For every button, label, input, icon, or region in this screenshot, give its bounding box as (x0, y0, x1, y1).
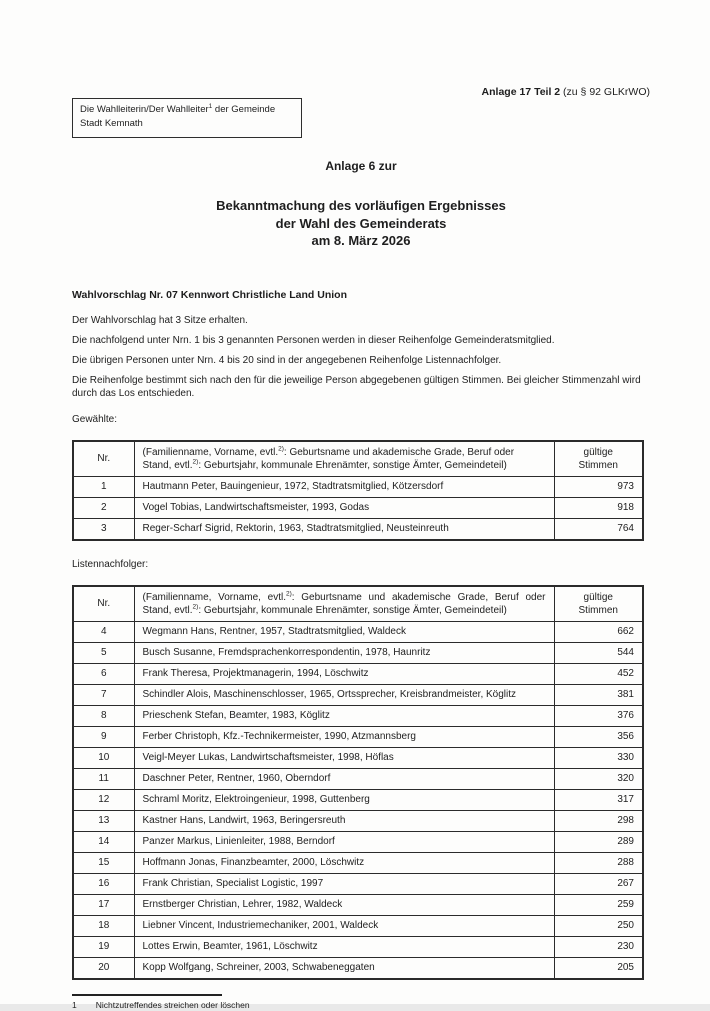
row-number: 15 (73, 852, 134, 873)
row-votes: 918 (554, 497, 643, 518)
intro-paragraphs (72, 314, 650, 400)
annex-title: Anlage 6 zur (325, 159, 397, 173)
column-header-person: (Familienname, Vorname, evtl.$^{2)}$: Geburtsname und akademische Grade, Beruf oder Stand, evtl.$^{2)}$: Geburtsjahr, kommunale Ehrenämter, sonstige Ämter, Gemeindeteil) (134, 441, 554, 477)
row-person: Reger-Scharf Sigrid, Rektorin, 1963, Stadtratsmitglied, Neusteinreuth (134, 518, 554, 540)
paragraph-successor-info: Die übrigen Personen unter Nrn. 4 bis 20 sind in der angegebenen Reihenfolge Listennachfolger. (72, 354, 502, 366)
footnote (72, 994, 650, 1011)
row-votes: 205 (554, 957, 643, 979)
row-number: 3 (73, 518, 134, 540)
table-row (73, 705, 643, 726)
paragraph-seats: Der Wahlvorschlag hat 3 Sitze erhalten. (72, 314, 248, 326)
row-votes: 298 (554, 810, 643, 831)
footnote-number: 1 (72, 999, 77, 1010)
successors-table (72, 585, 644, 980)
row-person: Liebner Vincent, Industriemechaniker, 2001, Waldeck (134, 915, 554, 936)
row-votes: 320 (554, 768, 643, 789)
row-votes: 452 (554, 663, 643, 684)
main-title-line-1: Bekanntmachung des vorläufigen Ergebnisses (216, 198, 506, 213)
row-person: Ernstberger Christian, Lehrer, 1982, Waldeck (134, 894, 554, 915)
row-person: Lottes Erwin, Beamter, 1961, Löschwitz (134, 936, 554, 957)
column-header-votes: gültige Stimmen (554, 586, 643, 622)
row-person: Schindler Alois, Maschinenschlosser, 1965, Ortssprecher, Kreisbrandmeister, Köglitz (134, 684, 554, 705)
row-votes: 330 (554, 747, 643, 768)
table-row (73, 894, 643, 915)
row-number: 8 (73, 705, 134, 726)
row-votes: 764 (554, 518, 643, 540)
row-number: 11 (73, 768, 134, 789)
footnote-rule (72, 994, 222, 996)
row-person: Kopp Wolfgang, Schreiner, 2003, Schwabeneggaten (134, 957, 554, 979)
table-row (73, 810, 643, 831)
column-header-nr: Nr. (73, 441, 134, 477)
elected-label: Gewählte: (72, 413, 118, 425)
table-row (73, 726, 643, 747)
table-row (73, 747, 643, 768)
table-row (73, 915, 643, 936)
main-title (72, 197, 650, 250)
row-person: Vogel Tobias, Landwirtschaftsmeister, 1993, Godas (134, 497, 554, 518)
row-number: 2 (73, 497, 134, 518)
form-reference-bold: Anlage 17 Teil 2 (481, 86, 561, 98)
row-number: 1 (73, 476, 134, 497)
table-row (73, 936, 643, 957)
row-votes: 973 (554, 476, 643, 497)
row-person: Kastner Hans, Landwirt, 1963, Beringersreuth (134, 810, 554, 831)
row-number: 6 (73, 663, 134, 684)
table-row (73, 642, 643, 663)
row-number: 16 (73, 873, 134, 894)
row-votes: 376 (554, 705, 643, 726)
row-votes: 544 (554, 642, 643, 663)
table-row (73, 684, 643, 705)
row-number: 5 (73, 642, 134, 663)
row-number: 9 (73, 726, 134, 747)
issuer-line-1: Die Wahlleiterin/Der Wahlleiter$^1$ der Gemeinde (80, 102, 276, 115)
footnote-text: Nichtzutreffendes streichen oder löschen (95, 999, 250, 1010)
table-row (73, 768, 643, 789)
table-row (73, 497, 643, 518)
row-votes: 662 (554, 621, 643, 642)
row-person: Frank Theresa, Projektmanagerin, 1994, Löschwitz (134, 663, 554, 684)
column-header-nr: Nr. (73, 586, 134, 622)
table-row (73, 476, 643, 497)
column-header-votes: gültige Stimmen (554, 441, 643, 477)
table-row (73, 518, 643, 540)
table-row (73, 621, 643, 642)
row-person: Hoffmann Jonas, Finanzbeamter, 2000, Löschwitz (134, 852, 554, 873)
row-votes: 288 (554, 852, 643, 873)
row-person: Wegmann Hans, Rentner, 1957, Stadtratsmitglied, Waldeck (134, 621, 554, 642)
issuer-box (72, 98, 302, 138)
row-person: Ferber Christoph, Kfz.-Technikermeister, 1990, Atzmannsberg (134, 726, 554, 747)
row-number: 19 (73, 936, 134, 957)
row-number: 14 (73, 831, 134, 852)
paragraph-order-info: Die Reihenfolge bestimmt sich nach den für die jeweilige Person abgegebenen gültigen Stimmen. Bei gleicher Stimmenzahl wird durch das Los entschieden. (72, 374, 641, 399)
column-header-person: (Familienname, Vorname, evtl.$^{2)}$: Geburtsname und akademische Grade, Beruf oder Stand, evtl.$^{2)}$: Geburtsjahr, kommunale Ehrenämter, sonstige Ämter, Gemeindeteil) (134, 586, 554, 622)
table-row (73, 852, 643, 873)
table-row (73, 663, 643, 684)
row-votes: 289 (554, 831, 643, 852)
row-person: Busch Susanne, Fremdsprachenkorrespondentin, 1978, Haunritz (134, 642, 554, 663)
row-person: Panzer Markus, Linienleiter, 1988, Berndorf (134, 831, 554, 852)
main-title-line-2: der Wahl des Gemeinderats (275, 215, 447, 231)
row-number: 10 (73, 747, 134, 768)
row-votes: 259 (554, 894, 643, 915)
successors-table-header-row (73, 586, 643, 622)
elected-table (72, 440, 644, 541)
proposal-heading: Wahlvorschlag Nr. 07 Kennwort Christliche Land Union (72, 288, 347, 301)
row-votes: 250 (554, 915, 643, 936)
row-number: 7 (73, 684, 134, 705)
row-person: Veigl-Meyer Lukas, Landwirtschaftsmeister, 1998, Höflas (134, 747, 554, 768)
row-votes: 267 (554, 873, 643, 894)
paragraph-elected-info: Die nachfolgend unter Nrn. 1 bis 3 genannten Personen werden in dieser Reihenfolge Gemeinderatsmitglied. (72, 334, 555, 346)
row-person: Prieschenk Stefan, Beamter, 1983, Köglitz (134, 705, 554, 726)
table-row (73, 789, 643, 810)
main-title-line-3: am 8. März 2026 (311, 233, 411, 248)
issuer-line-2: Stadt Kemnath (80, 118, 143, 129)
row-votes: 381 (554, 684, 643, 705)
table-row (73, 957, 643, 979)
successors-label: Listennachfolger: (72, 558, 149, 570)
row-number: 13 (73, 810, 134, 831)
row-votes: 356 (554, 726, 643, 747)
row-person: Frank Christian, Specialist Logistic, 1997 (134, 873, 554, 894)
row-number: 18 (73, 915, 134, 936)
row-person: Schraml Moritz, Elektroingenieur, 1998, Guttenberg (134, 789, 554, 810)
row-number: 17 (73, 894, 134, 915)
form-reference-rest: (zu § 92 GLKrWO) (560, 86, 650, 98)
table-row (73, 831, 643, 852)
row-person: Hautmann Peter, Bauingenieur, 1972, Stadtratsmitglied, Kötzersdorf (134, 476, 554, 497)
elected-table-header-row (73, 441, 643, 477)
row-votes: 230 (554, 936, 643, 957)
row-votes: 317 (554, 789, 643, 810)
row-number: 20 (73, 957, 134, 979)
row-number: 4 (73, 621, 134, 642)
table-row (73, 873, 643, 894)
row-number: 12 (73, 789, 134, 810)
row-person: Daschner Peter, Rentner, 1960, Oberndorf (134, 768, 554, 789)
